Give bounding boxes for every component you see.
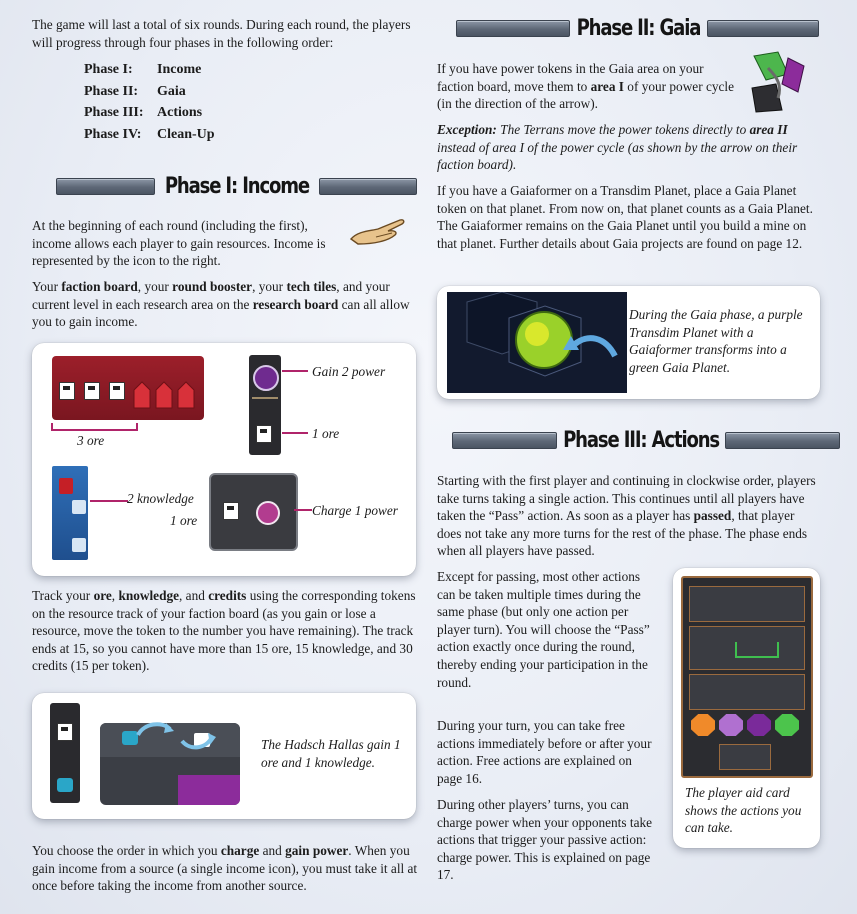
heading-text: Phase III: Actions [563, 427, 720, 453]
heading-bar [452, 432, 557, 449]
power-icon [256, 501, 280, 525]
phase-row [84, 62, 215, 84]
resource-track-text: Track your ore, knowledge, and credits using the corresponding tokens on the resource track of your faction board (as you gain or lose a resource, move the token to the number you have remaining). The track ends at 15, so you cannot have more than 15 ore, 15 knowledge, and 30 credits (15 per token). [32, 588, 416, 674]
heading-text: Phase I: Income [164, 173, 309, 199]
income-intro: At the beginning of each round (including the first), income allows each player to gain resources. Income is represented by the icon to the right. [32, 218, 326, 269]
gaia-exception: Exception: The Terrans move the power tokens directly to area II instead of area I of the power cycle (as shown by the arrow on their faction board). [437, 122, 798, 173]
label-charge-1-power: Charge 1 power [312, 503, 398, 518]
phase-name: Income [157, 62, 202, 77]
heading-bar [725, 432, 840, 449]
actions-text-1: Starting with the first player and continuing in clockwise order, players take turns taking a single action. This continues until all players have taken the “Pass” action. As soon as a player has passed, that player does not take any more turns for the rest of the phase. The phase ends when all players have passed. [437, 473, 816, 559]
charge-order-text: You choose the order in which you charge and gain power. When you gain income from a source (a single income icon), you must take it all at once before taking the income from another source. [32, 843, 418, 894]
faction-board-image [52, 356, 204, 420]
heading-bar [56, 178, 155, 195]
gaia-text-1: If you have power tokens in the Gaia area on your faction board, move them to area I of your power cycle (in the direction of the arrow). [437, 61, 734, 112]
label-3-ore: 3 ore [77, 433, 105, 448]
phase-num: Phase III: [84, 105, 144, 120]
actions-text-4: During other players’ turns, you can charge power when your opponents take actions that trigger your passive action: charge power. This is explained on page 17. [437, 797, 653, 883]
heading-text: Phase II: Gaia [576, 15, 701, 41]
actions-text-2: Except for passing, most other actions can be taken multiple times during the same phase (but only one action per player turn). You will choose the “Pass” action exactly once during the round, thereby ending your participation in the round. [437, 569, 650, 690]
player-aid-card-image [681, 576, 813, 778]
phase-num: Phase IV: [84, 126, 142, 142]
income-sources: Your faction board, your round booster, your tech tiles, and your current level in each research area on the research board can all allow you to gain income. [32, 279, 410, 330]
hadsch-hallas-box [32, 693, 416, 819]
phase-num: Phase II: [84, 83, 139, 99]
heading-bar [456, 20, 570, 37]
hadsch-caption: The Hadsch Hallas gain 1 ore and 1 knowledge. [261, 737, 401, 770]
gaia-text-3: If you have a Gaiaformer on a Transdim Planet, place a Gaia Planet token on that planet. From now on, that planet counts as a Gaia Planet. The Gaiaformer remains on the Gaia Planet until you build a mine on that planet. Further details about Gaia projects are found on page 12. [437, 183, 813, 251]
phase-name: Gaia [157, 83, 186, 99]
gaia-example-box [437, 286, 820, 399]
faction-board-strip [50, 703, 80, 803]
income-examples-box [32, 343, 416, 576]
gaia-caption: During the Gaia phase, a purple Transdim Planet with a Gaiaformer transforms into a green Gaia Planet. [629, 307, 803, 375]
phase-list [84, 62, 215, 148]
phase-row [84, 105, 215, 127]
tech-tile-image [209, 473, 298, 551]
intro-text: The game will last a total of six rounds. During each round, the players will progress through four phases in the following order: [32, 17, 411, 50]
phase-row [84, 84, 215, 106]
label-1-ore-b: 1 ore [170, 513, 198, 528]
heading-phase-income [56, 171, 417, 201]
phase-name: Clean-Up [157, 126, 215, 142]
label-2-knowledge: 2 knowledge [127, 491, 194, 506]
label-gain-2-power: Gain 2 power [312, 364, 386, 379]
heading-bar [319, 178, 417, 195]
income-hand-icon [348, 217, 406, 247]
heading-bar [707, 20, 819, 37]
phase-row [84, 127, 215, 149]
transdim-planet-image [447, 292, 627, 393]
actions-text-3: During your turn, you can take free actions immediately before or after your action. Free actions are explained on page 16. [437, 718, 652, 786]
arrow-icon [132, 717, 222, 753]
research-track-image [52, 466, 88, 560]
bracket [50, 421, 140, 433]
gaia-area-icon [748, 48, 806, 114]
player-aid-box [673, 568, 820, 848]
heading-phase-actions [452, 425, 840, 455]
phase-num: Phase I: [84, 62, 133, 77]
player-aid-caption: The player aid card shows the actions you can take. [685, 785, 802, 836]
heading-phase-gaia [456, 13, 819, 43]
phase-name: Actions [157, 105, 203, 120]
round-booster-image [249, 355, 281, 455]
label-1-ore: 1 ore [312, 426, 340, 441]
